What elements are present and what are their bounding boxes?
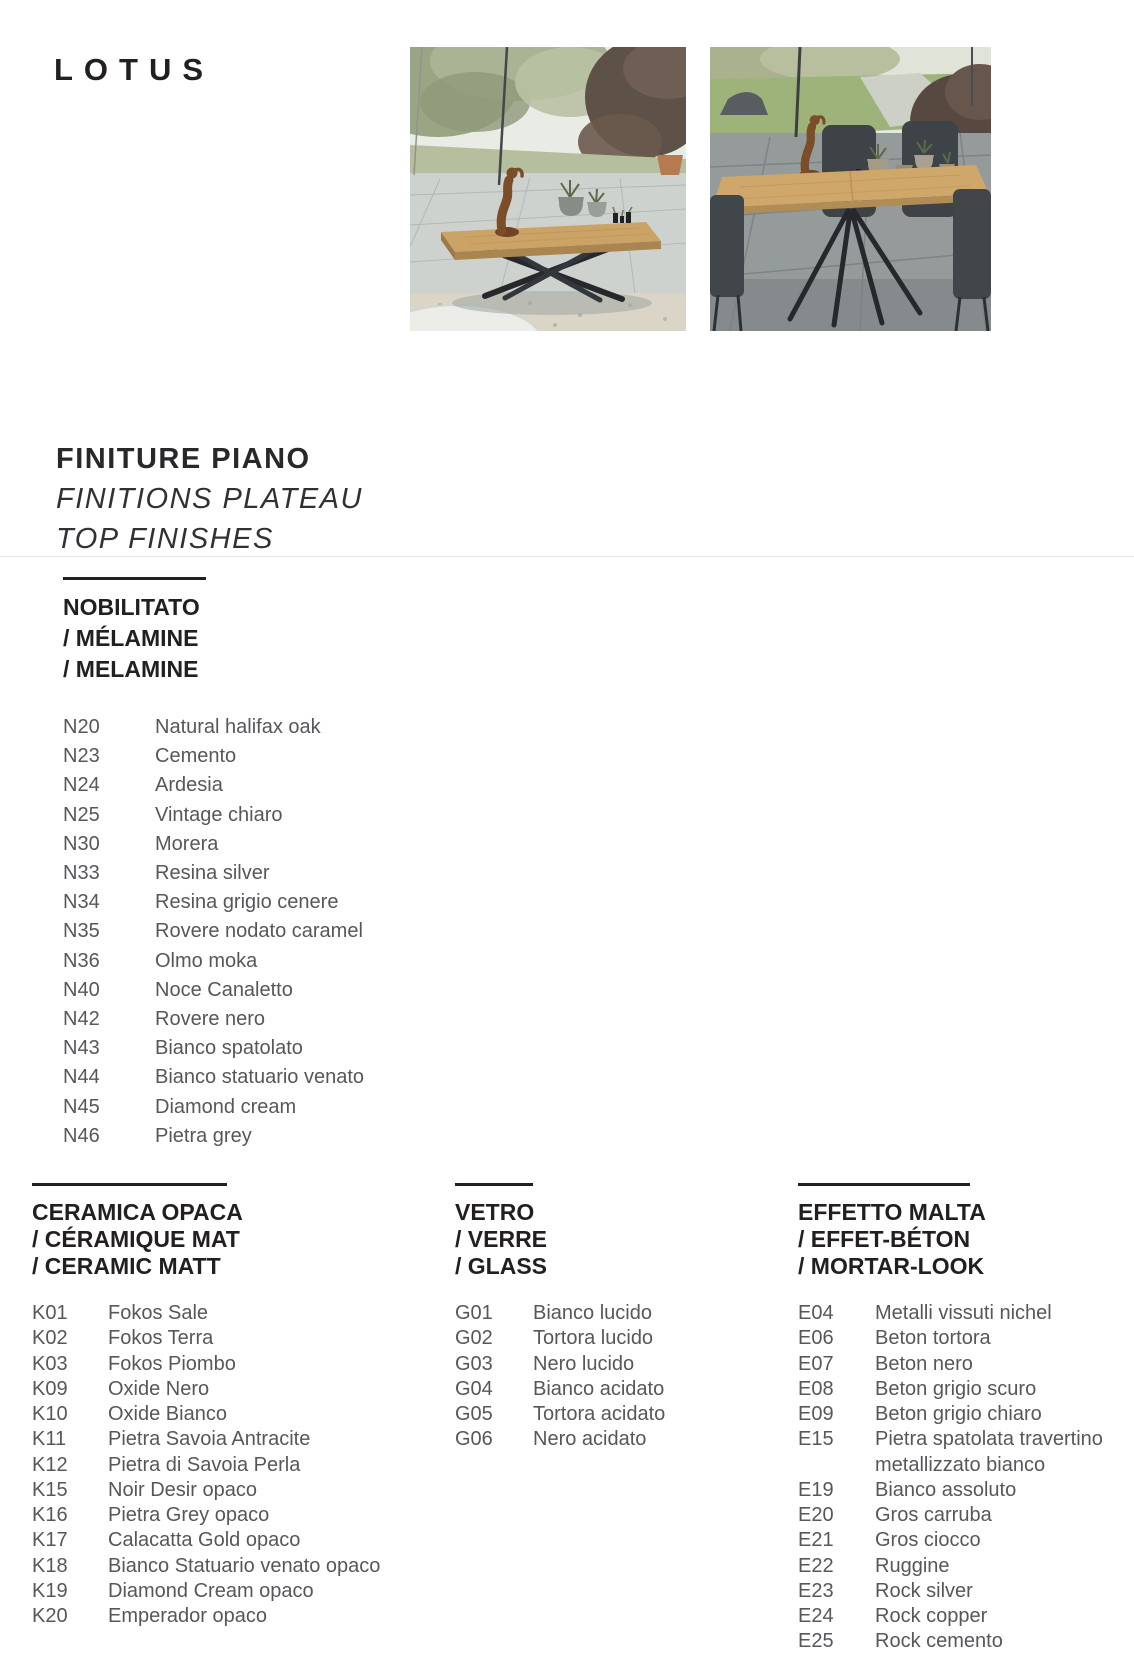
product-photo-low-table bbox=[410, 47, 686, 331]
finish-code: K10 bbox=[32, 1403, 68, 1425]
finish-code: G02 bbox=[455, 1327, 493, 1350]
finish-row bbox=[32, 1326, 432, 1351]
finish-row bbox=[455, 1301, 745, 1326]
finish-code: N23 bbox=[63, 745, 100, 768]
finish-row bbox=[63, 1034, 463, 1063]
section-title-line-fr: / MÉLAMINE bbox=[63, 625, 199, 651]
finish-code: K12 bbox=[32, 1453, 68, 1476]
finish-row bbox=[455, 1402, 745, 1427]
section-title-line-it: CERAMICA OPACA bbox=[32, 1199, 243, 1225]
finish-label: Beton grigio scuro bbox=[875, 1377, 1037, 1400]
finish-row bbox=[63, 1093, 463, 1122]
finish-row bbox=[32, 1528, 432, 1553]
finish-label: Bianco acidato bbox=[533, 1377, 665, 1400]
section-effetto-malta bbox=[798, 1183, 1130, 1655]
finish-code: G04 bbox=[455, 1377, 493, 1400]
finish-label: Pietra spatolata travertino metallizzato bianco bbox=[875, 1428, 1103, 1476]
finish-label: Fokos Terra bbox=[108, 1327, 214, 1350]
section-overline bbox=[32, 1183, 227, 1186]
finish-label: Resina silver bbox=[155, 862, 270, 885]
finish-label: Oxide Nero bbox=[108, 1377, 210, 1400]
finish-code: K18 bbox=[32, 1554, 68, 1577]
finish-row bbox=[798, 1301, 1130, 1326]
finish-row bbox=[32, 1352, 432, 1377]
section-title-line-en: / MORTAR-LOOK bbox=[798, 1253, 985, 1279]
finish-row bbox=[63, 830, 463, 859]
finish-label: Calacatta Gold opaco bbox=[108, 1529, 301, 1552]
finish-code: G01 bbox=[455, 1302, 493, 1324]
finish-code: K02 bbox=[32, 1327, 68, 1350]
finish-label: Bianco assoluto bbox=[875, 1478, 1017, 1501]
finish-label: Bianco Statuario venato opaco bbox=[108, 1554, 381, 1577]
finish-label: Diamond Cream opaco bbox=[108, 1579, 314, 1602]
finish-code: E04 bbox=[798, 1302, 834, 1324]
finish-code: E22 bbox=[798, 1554, 834, 1577]
low-table-image bbox=[410, 47, 686, 331]
finish-label: Fokos Piombo bbox=[108, 1352, 236, 1375]
finish-label: Nero lucido bbox=[533, 1352, 635, 1375]
finish-label: Pietra Grey opaco bbox=[108, 1504, 270, 1526]
finish-code: G03 bbox=[455, 1352, 493, 1375]
section-vetro bbox=[455, 1183, 745, 1453]
finish-row bbox=[455, 1352, 745, 1377]
finish-row bbox=[798, 1554, 1130, 1579]
finish-code: N46 bbox=[63, 1124, 100, 1147]
finish-code: E25 bbox=[798, 1630, 834, 1653]
section-title-line-fr: / CÉRAMIQUE MAT bbox=[32, 1226, 240, 1252]
finish-row bbox=[63, 917, 463, 946]
finish-label: Rock copper bbox=[875, 1605, 988, 1627]
finish-code: N35 bbox=[63, 920, 100, 943]
finish-row bbox=[63, 1122, 463, 1151]
finish-code: N34 bbox=[63, 891, 100, 914]
finish-code: E15 bbox=[798, 1428, 834, 1451]
section-nobilitato bbox=[63, 577, 463, 1151]
finish-row bbox=[32, 1503, 432, 1528]
finish-label: Beton tortora bbox=[875, 1327, 991, 1350]
finish-code: K01 bbox=[32, 1302, 68, 1324]
finish-row bbox=[63, 801, 463, 830]
finish-row bbox=[798, 1528, 1130, 1553]
finish-code: N24 bbox=[63, 774, 100, 797]
finish-row bbox=[63, 1005, 463, 1034]
finish-code: K09 bbox=[32, 1377, 68, 1400]
finish-code: N30 bbox=[63, 832, 100, 855]
finish-label: Resina grigio cenere bbox=[155, 891, 339, 914]
finish-row bbox=[32, 1427, 432, 1452]
finish-row bbox=[32, 1579, 432, 1604]
heading-french: FINITIONS PLATEAU bbox=[56, 483, 363, 515]
finish-row bbox=[798, 1377, 1130, 1402]
finish-label: Vintage chiaro bbox=[155, 803, 283, 826]
finish-label: Beton nero bbox=[875, 1352, 973, 1375]
finish-row bbox=[798, 1326, 1130, 1351]
finish-code: K17 bbox=[32, 1529, 68, 1552]
finish-row bbox=[32, 1478, 432, 1503]
finish-label: Rock cemento bbox=[875, 1630, 1003, 1653]
finish-code: N45 bbox=[63, 1095, 100, 1118]
brand-title: LOTUS bbox=[54, 52, 215, 87]
finish-label: Ruggine bbox=[875, 1554, 950, 1577]
finish-label: Pietra Savoia Antracite bbox=[108, 1428, 311, 1451]
finish-row bbox=[32, 1604, 432, 1629]
finish-code: K11 bbox=[32, 1428, 67, 1451]
finish-row bbox=[32, 1554, 432, 1579]
finish-code: E19 bbox=[798, 1478, 834, 1501]
finish-row bbox=[455, 1326, 745, 1351]
section-title-line-fr: / VERRE bbox=[455, 1226, 548, 1252]
horizontal-divider bbox=[0, 556, 1134, 557]
finish-row bbox=[63, 771, 463, 800]
finish-code: E21 bbox=[798, 1529, 834, 1552]
finish-code: G06 bbox=[455, 1428, 493, 1451]
finish-row bbox=[455, 1427, 745, 1452]
finish-row bbox=[32, 1301, 432, 1326]
finish-label: Diamond cream bbox=[155, 1095, 297, 1118]
finish-row bbox=[63, 1063, 463, 1092]
finish-label: Olmo moka bbox=[155, 949, 258, 972]
finish-label: Rock silver bbox=[875, 1579, 973, 1602]
finish-row bbox=[32, 1402, 432, 1427]
finish-label: Cemento bbox=[155, 745, 237, 768]
section-title-line-it: VETRO bbox=[455, 1199, 535, 1225]
finish-code: N43 bbox=[63, 1037, 100, 1060]
finish-label: Bianco spatolato bbox=[155, 1037, 303, 1060]
section-title-line-en: / MELAMINE bbox=[63, 656, 199, 682]
finish-label: Nero acidato bbox=[533, 1428, 647, 1451]
finish-row bbox=[798, 1402, 1130, 1427]
finish-code: N36 bbox=[63, 949, 100, 972]
finish-row bbox=[63, 888, 463, 917]
section-title-line-fr: / EFFET-BÉTON bbox=[798, 1226, 971, 1252]
finish-label: Emperador opaco bbox=[108, 1605, 267, 1627]
finish-row bbox=[798, 1478, 1130, 1503]
finish-row bbox=[63, 947, 463, 976]
finish-label: Noce Canaletto bbox=[155, 978, 293, 1001]
section-title-line-en: / GLASS bbox=[455, 1253, 548, 1279]
section-overline bbox=[798, 1183, 970, 1186]
finish-row bbox=[798, 1579, 1130, 1604]
section-title-line-it: NOBILITATO bbox=[63, 594, 200, 620]
finish-row bbox=[63, 976, 463, 1005]
finish-label: Gros carruba bbox=[875, 1504, 992, 1526]
section-overline bbox=[63, 577, 206, 580]
finish-row bbox=[798, 1352, 1130, 1377]
section-title bbox=[455, 1199, 745, 1280]
product-photo-high-table bbox=[710, 47, 991, 331]
finish-label: Morera bbox=[155, 832, 219, 855]
finish-code: N44 bbox=[63, 1066, 100, 1089]
finish-label: Rovere nodato caramel bbox=[155, 920, 363, 943]
finish-label: Rovere nero bbox=[155, 1008, 266, 1031]
finish-code: K15 bbox=[32, 1478, 68, 1501]
finish-label: Natural halifax oak bbox=[155, 716, 321, 738]
finish-code: N25 bbox=[63, 803, 100, 826]
finish-code: K03 bbox=[32, 1352, 68, 1375]
finish-label: Noir Desir opaco bbox=[108, 1478, 257, 1501]
finish-code: N33 bbox=[63, 862, 100, 885]
finish-label: Oxide Bianco bbox=[108, 1403, 227, 1425]
finish-label: Tortora lucido bbox=[533, 1327, 654, 1350]
finish-label: Pietra di Savoia Perla bbox=[108, 1453, 301, 1476]
finish-code: N20 bbox=[63, 716, 100, 738]
finish-label: Tortora acidato bbox=[533, 1403, 666, 1425]
finish-list-vetro bbox=[455, 1301, 745, 1453]
finish-code: E20 bbox=[798, 1504, 834, 1526]
section-ceramica-opaca bbox=[32, 1183, 432, 1629]
high-table-image bbox=[710, 47, 991, 331]
finish-code: E24 bbox=[798, 1605, 834, 1627]
heading-english: TOP FINISHES bbox=[56, 523, 274, 555]
section-title bbox=[63, 592, 463, 685]
finish-row bbox=[63, 859, 463, 888]
finish-row bbox=[798, 1604, 1130, 1629]
finish-row bbox=[63, 713, 463, 742]
section-title-line-en: / CERAMIC MATT bbox=[32, 1253, 221, 1279]
finish-list-effetto-malta bbox=[798, 1301, 1130, 1655]
finish-row bbox=[455, 1377, 745, 1402]
finish-code: E08 bbox=[798, 1377, 834, 1400]
heading-italian: FINITURE PIANO bbox=[56, 443, 311, 475]
finish-code: K16 bbox=[32, 1504, 68, 1526]
section-overline bbox=[455, 1183, 533, 1186]
finish-label: Ardesia bbox=[155, 774, 223, 797]
finish-code: K20 bbox=[32, 1605, 68, 1627]
finish-label: Beton grigio chiaro bbox=[875, 1403, 1042, 1425]
finish-list-ceramica bbox=[32, 1301, 432, 1629]
finish-code: N40 bbox=[63, 978, 100, 1001]
finish-label: Bianco lucido bbox=[533, 1302, 652, 1324]
finish-row bbox=[798, 1629, 1130, 1654]
finish-row bbox=[32, 1377, 432, 1402]
finish-row bbox=[32, 1453, 432, 1478]
section-title-line-it: EFFETTO MALTA bbox=[798, 1199, 986, 1225]
finish-code: K19 bbox=[32, 1579, 68, 1602]
finish-label: Pietra grey bbox=[155, 1124, 252, 1147]
finish-row bbox=[63, 742, 463, 771]
page-heading bbox=[56, 439, 363, 559]
finish-list-nobilitato bbox=[63, 713, 463, 1151]
finish-code: N42 bbox=[63, 1008, 100, 1031]
finish-row bbox=[798, 1503, 1130, 1528]
finish-code: G05 bbox=[455, 1403, 493, 1425]
finish-label: Gros ciocco bbox=[875, 1529, 981, 1552]
finish-code: E06 bbox=[798, 1327, 834, 1350]
finish-code: E07 bbox=[798, 1352, 834, 1375]
finish-label: Bianco statuario venato bbox=[155, 1066, 365, 1089]
finish-code: E23 bbox=[798, 1579, 834, 1602]
finish-label: Fokos Sale bbox=[108, 1302, 209, 1324]
finish-code: E09 bbox=[798, 1403, 834, 1425]
finish-label: Metalli vissuti nichel bbox=[875, 1302, 1052, 1324]
section-title bbox=[798, 1199, 1130, 1280]
section-title bbox=[32, 1199, 432, 1280]
finish-row bbox=[798, 1427, 1130, 1478]
